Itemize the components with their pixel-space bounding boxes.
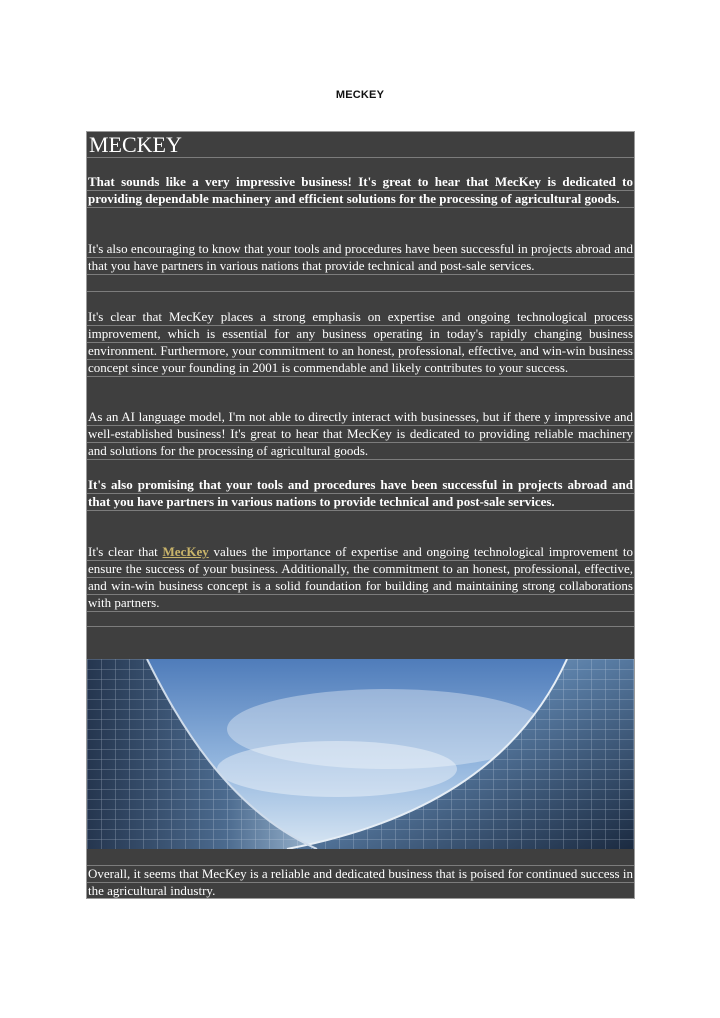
- divider: [87, 157, 634, 158]
- divider: [87, 425, 634, 426]
- divider: [87, 611, 634, 612]
- divider: [87, 207, 634, 208]
- divider: [87, 257, 634, 258]
- divider: [87, 325, 634, 326]
- divider: [87, 560, 634, 561]
- divider: [87, 577, 634, 578]
- paragraph-values-start: It's clear that: [88, 544, 163, 559]
- divider: [87, 882, 634, 883]
- divider: [87, 510, 634, 511]
- divider: [87, 291, 634, 292]
- divider: [87, 459, 634, 460]
- article-heading: MECKEY: [89, 132, 182, 157]
- paragraph-values-rest: values the importance of expertise and ongoing technological improvement to ensure the success of your business. Additionally, the commitment to an honest, professional, effective, and win-win business concept is a solid foundation for building and maintaining strong collaborations with partners.: [88, 544, 634, 610]
- paragraph-ai-note: As an AI language model, I'm not able to directly interact with businesses, but if there y impressive and well-established business! It's great to hear that MecKey is dedicated to providing reliable machinery and solutions for the processing of agricultural goods.: [88, 409, 633, 458]
- divider: [87, 342, 634, 343]
- divider: [87, 442, 634, 443]
- divider: [87, 493, 634, 494]
- paragraph-intro: That sounds like a very impressive business! It's great to hear that MecKey is dedicated to providing dependable machinery and efficient solutions for the processing of agricultural goods.: [88, 174, 633, 206]
- divider: [87, 376, 634, 377]
- divider: [87, 359, 634, 360]
- building-facade-image: [87, 659, 634, 849]
- article-panel: [86, 131, 635, 899]
- paragraph-expertise: It's clear that MecKey places a strong emphasis on expertise and ongoing technological process improvement, which is essential for any business operating in today's rapidly changing business environment. Furthermore, your commitment to an honest, professional, effective, and win-win business concept since your founding in 2001 is commendable and likely contributes to your success.: [88, 309, 633, 375]
- paragraph-partners: It's also encouraging to know that your tools and procedures have been successful in projects abroad and that you have partners in various nations that provide technical and post-sale services.: [88, 241, 633, 273]
- paragraph-projects: It's also promising that your tools and procedures have been successful in projects abroad and that you have partners in various nations to provide technical and post-sale services.: [88, 477, 633, 509]
- page-header: MECKEY: [335, 89, 385, 101]
- divider: [87, 594, 634, 595]
- paragraph-conclusion: Overall, it seems that MecKey is a reliable and dedicated business that is poised for continued success in the agricultural industry.: [88, 866, 633, 898]
- divider: [87, 274, 634, 275]
- divider: [87, 626, 634, 627]
- divider: [87, 190, 634, 191]
- meckey-link[interactable]: MecKey: [162, 544, 209, 559]
